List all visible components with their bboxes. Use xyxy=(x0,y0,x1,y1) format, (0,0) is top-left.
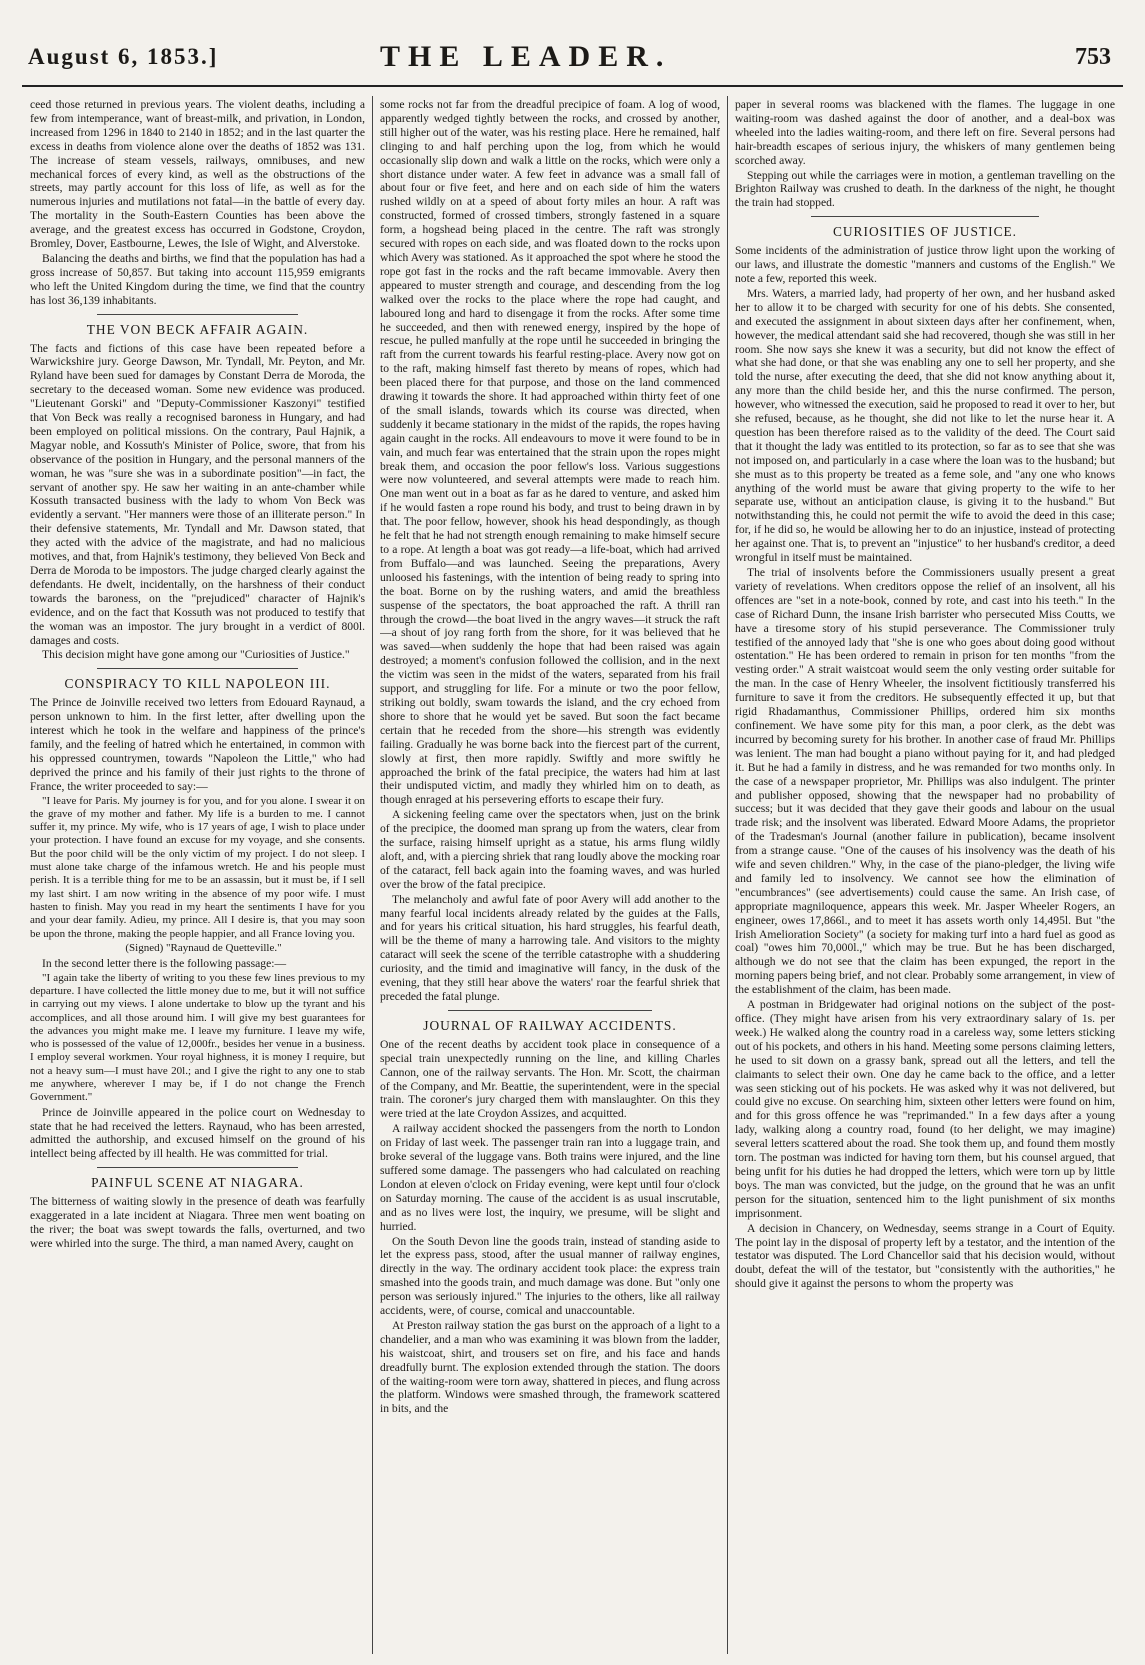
masthead-rule xyxy=(22,85,1123,87)
paragraph: The facts and fictions of this case have been repeated before a Warwickshire jury. George Dawson, Mr. Tyndall, Mr. Peyton, and Mr. Ryland have been sued for damages by Constant Derra de Moroda, the secretary to the deceased woman. Some new evidence was produced. "Lieutenant Gorski" and "Deputy-Commissioner Kaszonyi" testified that Von Beck was really a recognised baroness in Hungary, and had been employed on political missions. On the contrary, Paul Hajnik, a Magyar noble, and Kossuth's Minister of Police, swore, that from his observance of the position in Hungary, and the personal manners of the woman, he was "sure she was in a subordinate position"—in fact, the servant of another spy. He saw her waiting in an ante-chamber while Kossuth transacted business with the lady to whom Von Beck was evidently a servant. "Her manners were those of an illiterate person." In their defensive statements, Mr. Tyndall and Mr. Dawson stated, that they acted with the advice of the magistrate, and had no malicious motives, and that, from Hajnik's testimony, they believed Von Beck and Derra de Moroda to be impostors. The judge charged clearly against the defendants. He dwelt, incidentally, on the harshness of their conduct towards the baroness, on the "prejudiced" character of Hajnik's evidence, and on the fact that Kossuth was not produced to testify that the woman was an impostor. The jury brought in a verdict of 800l. damages and costs. xyxy=(30,341,365,647)
paragraph: The bitterness of waiting slowly in the presence of death was fearfully exaggerated in a late incident at Niagara. Three men went boating on the river; the boat was swept towards the falls, overturned, and two were whirled into the surge. The third, a man named Avery, caught on xyxy=(30,1195,365,1250)
paragraph: On the South Devon line the goods train, instead of standing aside to let the express pass, stood, after the usual manner of railway engines, directly in the way. The ordinary accident took place: the express train smashed into the goods train, and much damage was done. But "only one person was seriously injured." The injuries to the others, like all railway accidents, were, of course, comical and unaccountable. xyxy=(380,1234,720,1318)
section-rule xyxy=(97,314,298,315)
column-2 xyxy=(380,98,720,1653)
heading-justice: CURIOSITIES OF JUSTICE. xyxy=(832,224,1018,240)
paragraph: One of the recent deaths by accident took place in consequence of a special train unexpectedly running on the line, and killing Charles Cannon, one of the railway servants. The Hon. Mr. Scott, the chairman of the Company, and Mr. Beattie, the superintendent, were in the special train. The coroner's jury charged them with manslaughter. On this they were tried at the late Croydon Assizes, and acquitted. xyxy=(380,1037,720,1121)
paragraph: The melancholy and awful fate of poor Avery will add another to the many fearful local incidents already related by the guides at the Falls, and for years his critical situation, his hard struggles, his fearful death, will be the theme of many a harrowing tale. And visitors to the mighty cataract will seek the scene of the terrible catastrophe with a shuddering curiosity, and the timid and imaginative will fancy, in the dusk of the evening, that they still hear above the waters' roar the fearful shriek that preceded the fatal plunge. xyxy=(380,892,720,1003)
paragraph: paper in several rooms was blackened with the flames. The luggage in one waiting-room was dashed against the door of another, and a deal-box was wheeled into the ladies waiting-room, and there left on fire. Several persons had hair-breadth escapes of serious injury, the whiskers of many gentlemen being scorched away. xyxy=(735,98,1115,167)
heading-railway: JOURNAL OF RAILWAY ACCIDENTS. xyxy=(423,1017,677,1033)
paragraph: In the second letter there is the following passage:— xyxy=(42,956,287,970)
column-1 xyxy=(30,98,365,1653)
paragraph: Mrs. Waters, a married lady, had property of her own, and her husband asked her to allow it to be charged with security for one of his debts. She consented, and executed the assignment in about sixteen days after her confinement, when, however, the medical attendant said she had recovered, though she was still in her room. She now says she knew it was a security, but did not know the effect of what she had done, or that she was enabling any one to sell her property, and she told the nurse, after executing the deed, that she did not know anything about it, any more than the child beside her, and this the nurse confirmed. The person, however, who witnessed the execution, said he proposed to read it over to her, but she refused, because, as he thought, she did not like to let the nurse hear it. A question has been therefore raised as to the validity of the deed. The Court said that it thought the lady was entitled to its protection, so far as to see that she was not imposed on, and particularly in a case where the loan was to the husband; but she must as to this property be treated as a feme sole, and "any one who knows anything of the world must be aware that giving property to the wife to her separate use, without an anticipation clause, is giving it to the husband." But notwithstanding this, he could not permit the wife to avoid the deed in this case; for, if he did so, he would be allowing her to do an injustice, instead of protecting her against one. That is, to prevent an "injustice" to her husband's creditor, a deed wrongful in itself must be maintained. xyxy=(735,286,1115,565)
heading-niagara: PAINFUL SCENE AT NIAGARA. xyxy=(91,1175,304,1191)
paragraph: Prince de Joinville appeared in the police court on Wednesday to state that he had received the letters. Raynaud, who has been arrested, admitted the authorship, and excused himself on the ground of his intellect being affected by ill health. He was committed for trial. xyxy=(30,1105,365,1161)
paragraph: ceed those returned in previous years. The violent deaths, including a few from intemperance, want of breast-milk, and privation, in London, increased from 1296 in 1840 to 2140 in 1852; and in the last quarter the excess in deaths from violence alone over the deaths of 1852 was 131. The increase of steam vessels, railways, omnibuses, and new mechanical forces of every kind, as well as the obstructions of the streets, may partly account for this loss of life, as well as for the numerous injuries and mutilations not fatal—in the battle of every day. The mortality in the South-Eastern Counties has been above the average, and the greatest excess has occurred in Godstone, Croydon, Bromley, Dover, Eastbourne, Lewes, the Isle of Wight, and Alverstoke. xyxy=(30,98,365,251)
paragraph: some rocks not far from the dreadful precipice of foam. A log of wood, apparently wedged tightly between the rocks, and crossed by another, still higher out of the water, was his resting place. Here he remained, half clinging to and half perching upon the log, from which he would occasionally slip down and walk a little on the rocks, which were only a short distance under water. A few feet in advance was a small fall of about four or five feet, and here and on each side of him the waters rushed wildly on at a speed of about forty miles an hour. A raft was constructed, formed of crossed timbers, strongly fastened in a square form, a hogshead being placed in the centre. The raft was strongly secured with ropes on each side, and was floated down to the rocks upon which Avery was stationed. As it approached the spot where he stood the rope got fast in the rocks and the raft became immovable. Avery then appeared to muster strength and courage, and descending from the log walked over the rocks to the place where the rope had caught, and laboured long and hard to disengage it from the rocks. After some time he succeeded, and then with renewed energy, inspired by the hope of rescue, he pulled manfully at the rope until he succeeded in bringing the raft from the current towards his fearful resting-place. Avery now got on to the raft, making himself fast thereto by means of ropes, which had been placed there for that purpose, and those on the land commenced drawing it towards the shore. It had approached within thirty feet of one of the small islands, towards which its course was directed, when suddenly it became stationary in the midst of the rapids, the ropes having again caught in the rocks. All endeavours to move it were found to be in vain, and much fear was entertained that the strain upon the ropes might break them, and occasion the poor fellow's loss. Various suggestions were now volunteered, and several attempts were made to reach him. One man went out in a boat as far as he dared to venture, and asked him if he would fasten a rope round his body, and trust to being drawn in by that. The poor fellow, however, shook his head despondingly, as though he felt that he had not strength enough remaining to make himself secure to a rope. At length a boat was got ready—a life-boat, which had arrived from Buffalo—and was launched. Seeing the preparations, Avery unloosed his fastenings, with the intention of being ready to spring into the boat. Borne on by the rushing waters, and amid the breathless suspense of the spectators, the boat approached the raft. A thrill ran through the crowd—the boat lived in the angry waves—it struck the raft—a shout of joy rang forth from the shore, for it was believed that he was saved—when suddenly the hope that had been raised was again destroyed; a moment's confusion followed the collision, and in the next the victim was seen in the midst of the waters, separated from his frail support, and struggling for life. For a minute or two the poor fellow, striking out boldly, swam towards the island, and the cry echoed from shore to shore that he would yet be saved. But soon the fact became certain that he receded from the shore—his strength was evidently failing. Gradually he was borne back into the fiercest part of the current, slowly at first, then more rapidly. Swiftly and more swiftly he approached the brink of the fatal precipice, the waters had him at last their undisputed victim, and madly they whirled him on to death, as though enraged at his persevering efforts to escape their fury. xyxy=(380,98,720,807)
section-rule xyxy=(448,1010,652,1011)
quoted-letter: "I again take the liberty of writing to you these few lines previous to my departure. I have collected the little money due to me, but it will not suffice in carrying out my views. I alone undertake to blow up the tyrant and his accomplices, and all those around him. I will give my best guarantees for the advances you might make me. I leave my furniture. I leave my wife, who is possessed of the value of 12,000fr., besides her venue in a business. I employ several workmen. Your royal highness, it is money I require, but not a heavy sum—I must have 20l.; and I give the right to any one to stab me anywhere, wherever I may be, if I do not change the French Government." xyxy=(30,971,365,1104)
issue-date: August 6, 1853.] xyxy=(28,44,219,69)
section-rule xyxy=(97,1167,298,1168)
section-rule xyxy=(97,668,298,669)
paragraph: A railway accident shocked the passengers from the north to London on Friday of last week. The passenger train ran into a luggage train, and broke several of the luggage vans. Both trains were injured, and the line suffered some damage. The passengers who had calculated on reaching London at eleven o'clock on Friday evening, were kept until four o'clock on Saturday morning. The cause of the accident is as usual inscrutable, and as no lives were lost, the inquiry, we presume, will be slight and hurried. xyxy=(380,1122,720,1233)
paragraph: The Prince de Joinville received two letters from Edouard Raynaud, a person unknown to him. In the first letter, after dwelling upon the interest which he took in the welfare and happiness of the prince's family, and the feeling of hatred which he entertained, in common with his oppressed countrymen, towards "Napoleon the Little," who had deprived the prince and his family of their just rights to the throne of France, the writer proceeded to say:— xyxy=(30,696,365,793)
paragraph: Some incidents of the administration of justice throw light upon the working of our laws, and illustrate the domestic "manners and customs of the English." We note a few, reported this week. xyxy=(735,244,1115,285)
paragraph: A postman in Bridgewater had original notions on the subject of the post-office. (They might have arisen from his very extraordinary salary of 1s. per week.) He walked along the country road in a careless way, some letters sticking out of his pockets, and others in his hand. Meeting some persons claiming letters, he used to sit down on a grassy bank, spread out all the letters, and tell the claimants to select their own. One day he came back to the office, and a letter was seen sticking out of his pockets. He was asked why it was not delivered, but could give no excuse. On searching him, sixteen other letters were found on him, and for this gross offence he was "reprimanded." In a few days after a young lady, walking along a country road, found (to her delight, we may imagine) several letters scattered about the road. She took them up, and found them mostly torn. The postman was indicted for having torn them, but his counsel argued, that being unfit for his duties he had dropped the letters, which were torn up by little boys. The man was convicted, but the judge, on the ground that he was an unfit person for the situation, sentenced him to the light punishment of six months imprisonment. xyxy=(735,998,1115,1220)
paragraph: A sickening feeling came over the spectators when, just on the brink of the precipice, the doomed man sprang up from the waters, clear from the surface, raising himself upright as a statue, his arms flung wildly aloft, and, with a piercing shriek that rang loudly above the mocking roar of the cataract, fell back again into the foaming waves, and was hurled over the brow of the fatal precipice. xyxy=(380,808,720,891)
heading-von-beck: THE VON BECK AFFAIR AGAIN. xyxy=(86,321,309,337)
column-3 xyxy=(735,98,1115,1653)
masthead xyxy=(0,0,1145,90)
paragraph: This decision might have gone among our "Curiosities of Justice." xyxy=(42,648,350,662)
column-divider xyxy=(372,96,373,1654)
newspaper-title: THE LEADER. xyxy=(380,40,672,73)
page-number: 753 xyxy=(1075,44,1111,70)
letter-signature: (Signed) "Raynaud de Quetteville." xyxy=(125,941,282,954)
paragraph: A decision in Chancery, on Wednesday, seems strange in a Court of Equity. The point lay in the disposal of property left by a testator, and the intention of the testator was disputed. The Lord Chancellor said that his decision would, without doubt, defeat the will of the testator, but "consistently with the authorities," he should give it against the persons to whom the property was xyxy=(735,1221,1115,1291)
column-divider xyxy=(727,96,728,1654)
paragraph: Stepping out while the carriages were in motion, a gentleman travelling on the Brighton Railway was crushed to death. In the darkness of the night, he thought the train had stopped. xyxy=(735,168,1115,210)
paragraph: At Preston railway station the gas burst on the approach of a light to a chandelier, and a man who was examining it was blown from the ladder, his waistcoat, shirt, and trousers set on fire, and his face and hands dreadfully burnt. The explosion extended through the station. The doors of the waiting-room were torn away, shattered in pieces, and flung across the platform. Windows were smashed through, the framework scattered in bits, and the xyxy=(380,1318,720,1416)
section-rule xyxy=(811,216,1039,217)
paragraph: Balancing the deaths and births, we find that the population has had a gross increase of 50,857. But taking into account 115,959 emigrants who left the United Kingdom during the time, we find that the country has lost 36,139 inhabitants. xyxy=(30,251,365,307)
quoted-letter: "I leave for Paris. My journey is for you, and for you alone. I swear it on the grave of my mother and father. My life is a burden to me. I cannot suffer it, my prince. My wife, who is 17 years of age, I wish to place under your protection. I have found an excuse for my voyage, and she consents. But the poor child will be the only victim of my project. I do not sleep. I must alone take charge of the infamous wretch. He and his people must perish. It is a terrible thing for me to be an assassin, but it must be, if I sell my last shirt. I am now writing in the absence of my poor wife. I must hasten to finish. May you read in my heart the sentiments I have for you and your dear family. Adieu, my prince. All I desire is, that you may soon be upon the throne, making the people happier, and all France loving you. xyxy=(30,794,365,940)
heading-napoleon: CONSPIRACY TO KILL NAPOLEON III. xyxy=(64,676,331,692)
paragraph: The trial of insolvents before the Commissioners usually present a great variety of revelations. When creditors oppose the relief of an insolvent, all his offences are "set in a note-book, conned by rote, and cast into his teeth." In the case of Richard Dunn, the insane Irish barrister who persecuted Miss Coutts, we have a tiresome story of his stupid perseverance. The Commissioner truly testified of the annoyed lady that "she is one who goes about doing good without ostentation." He has been ordered to remain in prison for ten months "from the vesting order." A strait waistcoat would seem the only vesting order suitable for the man. In the case of Henry Wheeler, the insolvent fictitiously transferred his furniture to save it from the creditors. He subsequently effected it up, but that rigid Rhadamanthus, Commissioner Phillips, ordered him six months confinement. We have some pity for this man, a poor clerk, as the debt was incurred by becoming surety for his brother. In another case of fraud Mr. Phillips was lenient. The man had bought a piano without paying for it, and had pledged it. But he had a family in distress, and he was remanded for two months only. In the case of a newspaper proprietor, Mr. Phillips was also indulgent. The printer and publisher opposed, showing that the newspaper had no probability of success; but it was decided that they gave their goods and labour on the usual trade risk; and the insolvent was liberated. Edward Moore Adams, the proprietor of the Tradesman's Journal (another failure in publication), became insolvent from a strange cause. "One of the causes of his insolvency was the death of his wife and seven children." Why, in the case of the piano-pledger, the living wife and family led to insolvency. We cannot see how the elimination of "encumbrances" (see advertisements) could cause the same. An Irish case, of appropriate magniloquence, appears this week. Mr. Jasper Wheeler Rogers, an engineer, owes 17,866l., and to meet it has assets worth only 14,495l. But "the Irish Amelioration Society" (a society for making turf into a hard fuel as good as coal) "owes him 70,000l.," which may be true. But he has been discharged, although we do not see that the claim has been expunged, the report in the morning papers being brief, and not clear. Probably some arrangement, in view of the establishment of the claim, has been made. xyxy=(735,566,1115,997)
